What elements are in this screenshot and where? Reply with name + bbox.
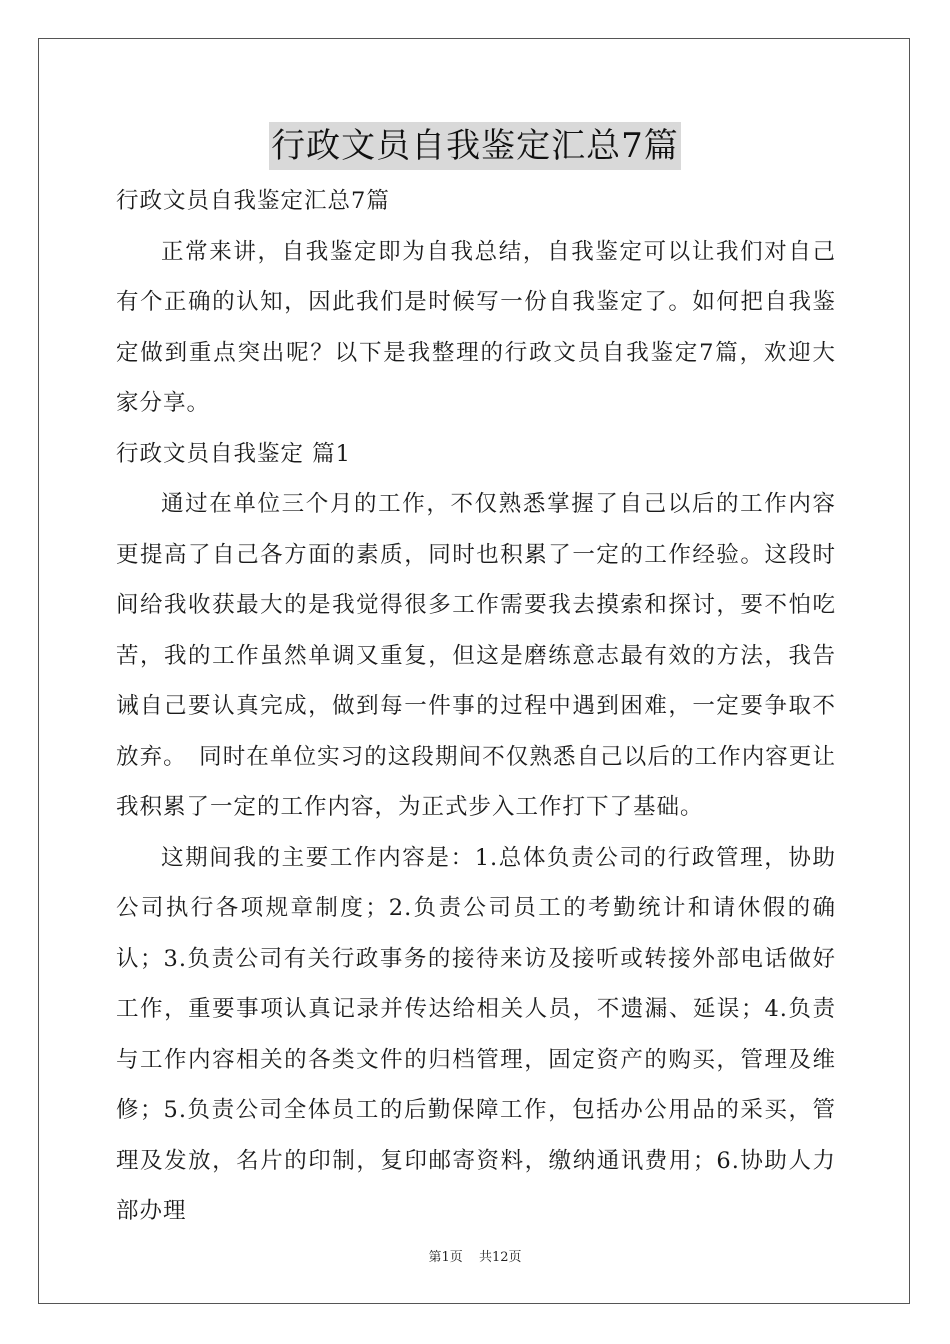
intro-paragraph: 正常来讲，自我鉴定即为自我总结，自我鉴定可以让我们对自己有个正确的认知，因此我们是时候写一份自我鉴定了。如何把自我鉴定做到重点突出呢？以下是我整理的行政文员自我鉴定7篇，欢迎大家分享。 <box>116 238 836 416</box>
document-title: 行政文员自我鉴定汇总7篇 <box>269 122 681 170</box>
title-area <box>0 122 950 170</box>
page-footer <box>0 1246 950 1265</box>
page-number: 第1页 <box>428 1250 463 1265</box>
page-total: 共12页 <box>478 1250 522 1265</box>
document-body <box>116 176 836 1237</box>
section-heading: 行政文员自我鉴定 篇1 <box>116 440 351 467</box>
body-paragraph: 通过在单位三个月的工作，不仅熟悉掌握了自己以后的工作内容更提高了自己各方面的素质，同时也积累了一定的工作经验。这段时间给我收获最大的是我觉得很多工作需要我去摸索和探讨，要不怕吃苦，我的工作虽然单调又重复，但这是磨练意志最有效的方法，我告诫自己要认真完成，做到每一件事的过程中遇到困难，一定要争取不放弃。 同时在单位实习的这段期间不仅熟悉自己以后的工作内容更让我积累了一定的工作内容，为正式步入工作打下了基础。 <box>116 491 836 820</box>
body-paragraph: 这期间我的主要工作内容是：1.总体负责公司的行政管理，协助公司执行各项规章制度；2.负责公司员工的考勤统计和请休假的确认；3.负责公司有关行政事务的接待来访及接听或转接外部电话做好工作，重要事项认真记录并传达给相关人员，不遗漏、延误；4.负责与工作内容相关的各类文件的归档管理，固定资产的购买，管理及维修；5.负责公司全体员工的后勤保障工作，包括办公用品的采买，管理及发放，名片的印制，复印邮寄资料，缴纳通讯费用；6.协助人力部办理 <box>116 844 836 1224</box>
document-subtitle: 行政文员自我鉴定汇总7篇 <box>116 188 390 214</box>
